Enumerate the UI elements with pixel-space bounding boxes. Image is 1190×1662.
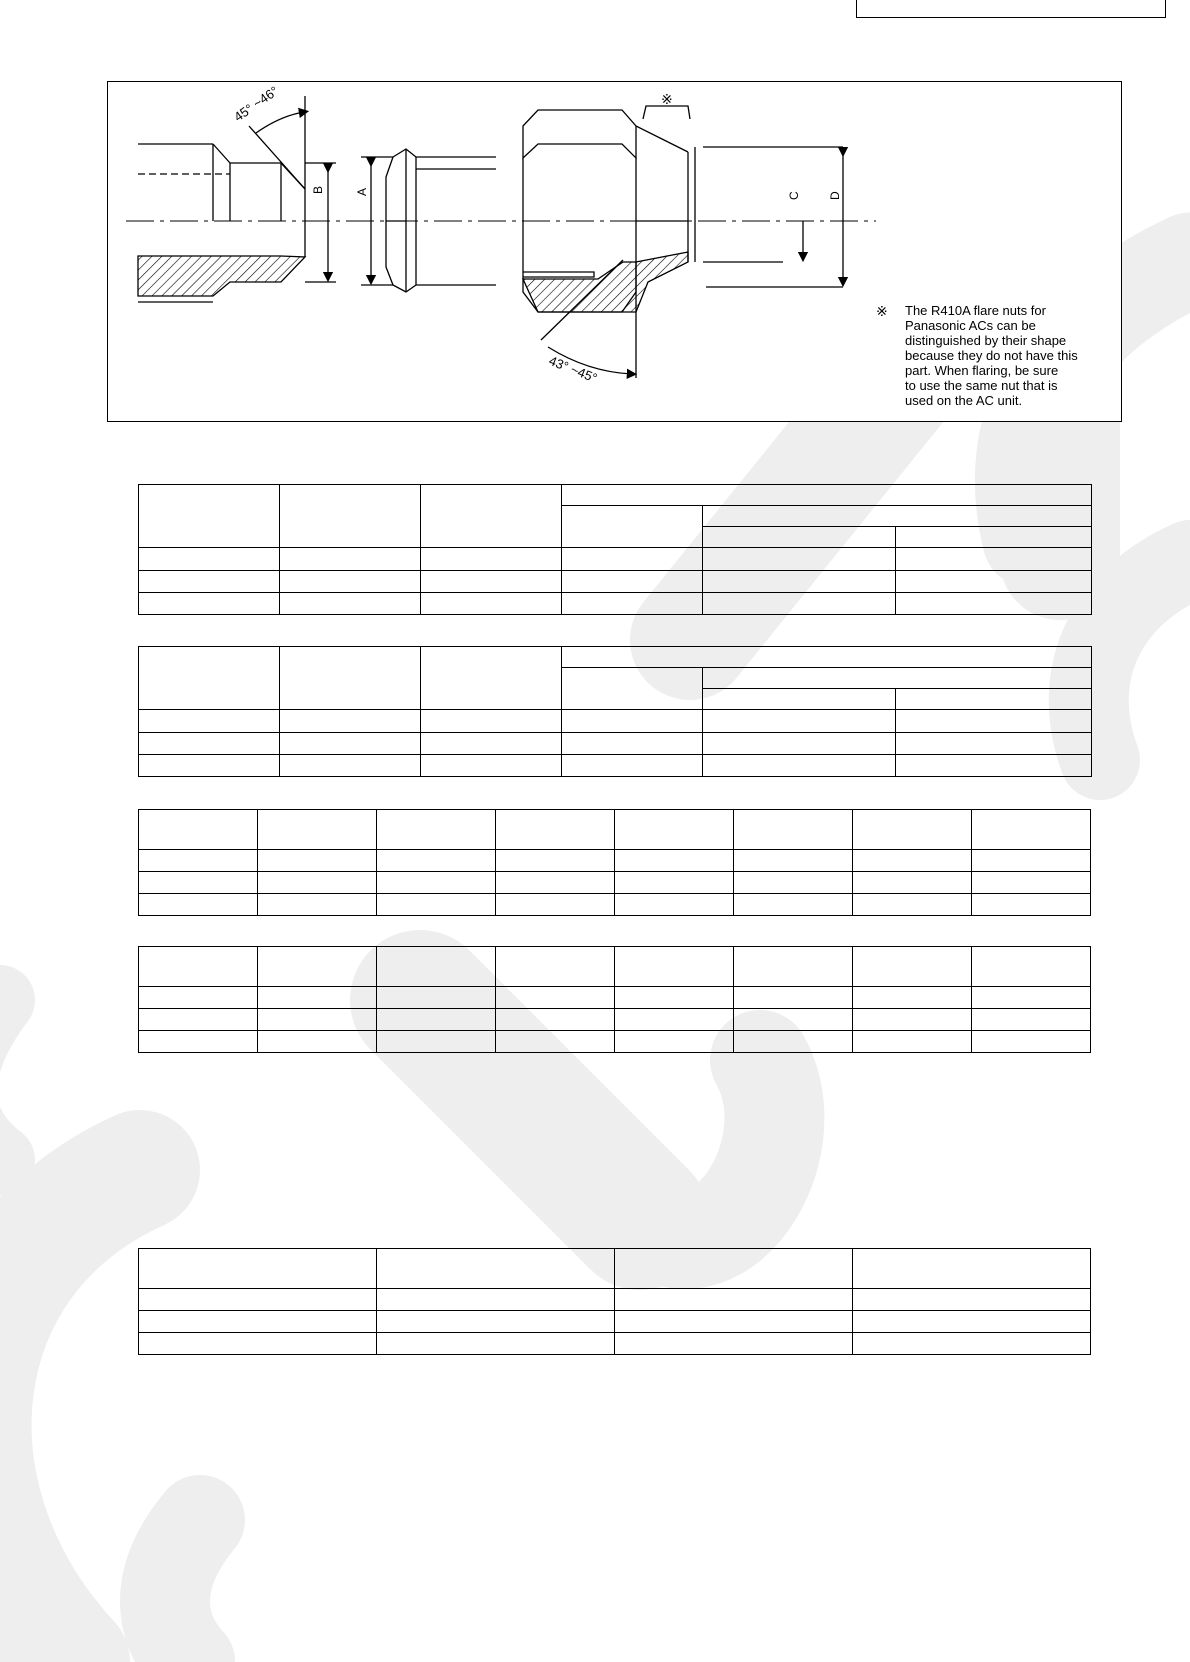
flare-table-2 [138, 646, 1092, 777]
table-cell [139, 647, 280, 710]
table-header-row [139, 1249, 1091, 1289]
table-cell [703, 689, 896, 710]
table-cell [562, 485, 1092, 506]
table-row [139, 754, 1092, 776]
table-cell [562, 647, 1092, 668]
table-cell [280, 647, 421, 710]
table-row [139, 710, 1092, 732]
dim-a-label: A [355, 187, 369, 196]
table-row [139, 732, 1092, 754]
table-cell [562, 506, 703, 548]
table-cell [562, 668, 703, 710]
table-cell [421, 647, 562, 710]
table-cell [896, 527, 1092, 548]
flare-table-1 [138, 484, 1092, 615]
table-header-row [139, 810, 1091, 850]
table-row [139, 592, 1092, 614]
table-row [139, 987, 1091, 1009]
table-row [139, 548, 1092, 570]
table-row [139, 1289, 1091, 1311]
table-cell [896, 689, 1092, 710]
header-box [856, 0, 1166, 18]
table-row [139, 872, 1091, 894]
table-cell [703, 527, 896, 548]
flare-nut-note: The R410A flare nuts for Panasonic ACs can be distinguished by their shape because they do not have this part. When flaring, be sure to use the same nut that is used on the AC unit. [905, 303, 1078, 408]
dim-d-label: D [828, 191, 842, 200]
table-cell [421, 485, 562, 548]
flared-pipe-section [138, 96, 305, 302]
dim-b-label: B [311, 185, 325, 194]
table-row [139, 850, 1091, 872]
nut-note-mark: ※ [661, 91, 673, 107]
table-cell [280, 485, 421, 548]
table-cell [139, 485, 280, 548]
table-header-row [139, 947, 1091, 987]
table-row [139, 1311, 1091, 1333]
angle-top-label: 45° ~46° [231, 83, 282, 125]
flare-diagram-frame [107, 81, 1122, 422]
table-row [139, 1333, 1091, 1355]
table-row [139, 570, 1092, 592]
spec-table-1 [138, 809, 1091, 916]
angle-bottom-label: 43° ~45° [546, 352, 600, 386]
table-cell [703, 668, 1092, 689]
flare-nut-section [523, 106, 695, 378]
table-row [139, 894, 1091, 916]
table-cell [703, 506, 1092, 527]
spec-table-3 [138, 1248, 1091, 1355]
note-mark: ※ [876, 303, 888, 319]
dim-c-label: C [787, 191, 801, 200]
table-row [139, 1031, 1091, 1053]
spec-table-2 [138, 946, 1091, 1053]
table-row [139, 1009, 1091, 1031]
